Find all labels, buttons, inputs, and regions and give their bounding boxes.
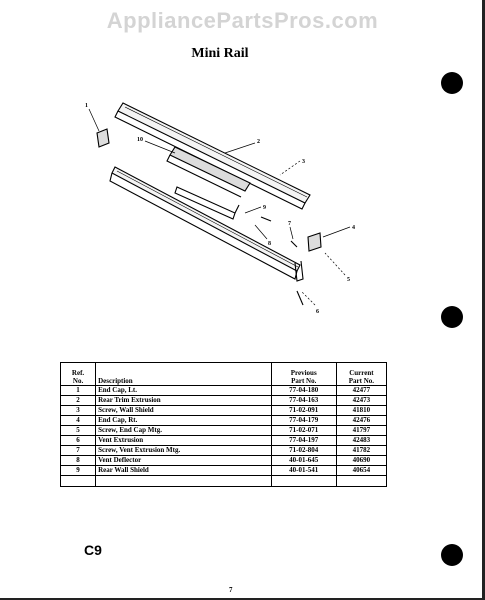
binder-hole-top xyxy=(441,72,463,94)
binder-hole-middle xyxy=(441,306,463,328)
cell-ref: 8 xyxy=(61,456,96,466)
callout-7: 7 xyxy=(288,221,291,227)
table-row xyxy=(61,446,387,456)
table-row xyxy=(61,396,387,406)
cell-ref: 9 xyxy=(61,466,96,476)
cell-previous: 40-01-645 xyxy=(271,456,336,466)
parts-table xyxy=(60,362,387,487)
page-title: Mini Rail xyxy=(191,46,249,61)
callout-10: 10 xyxy=(137,137,143,143)
cell-previous: 77-04-180 xyxy=(271,386,336,396)
cell-previous: 71-02-071 xyxy=(271,426,336,436)
table-row xyxy=(61,436,387,446)
table-row xyxy=(61,406,387,416)
cell-description: Rear Wall Shield xyxy=(96,466,272,476)
cell-current: 41782 xyxy=(336,446,386,456)
page-number: 7 xyxy=(229,586,233,594)
binder-hole-bottom xyxy=(441,544,463,566)
end-cap-left xyxy=(97,129,109,147)
cell-description: Screw, Wall Shield xyxy=(96,406,272,416)
cell-current: 41810 xyxy=(336,406,386,416)
cell-ref: 2 xyxy=(61,396,96,406)
cell-ref: 1 xyxy=(61,386,96,396)
cell-current: 42473 xyxy=(336,396,386,406)
cell-current: 40690 xyxy=(336,456,386,466)
cell-ref: 3 xyxy=(61,406,96,416)
table-row xyxy=(61,456,387,466)
leader-lines xyxy=(89,109,350,305)
cell-previous: 77-04-163 xyxy=(271,396,336,406)
cell-empty xyxy=(61,476,96,487)
cell-ref: 7 xyxy=(61,446,96,456)
cell-description: Screw, Vent Extrusion Mtg. xyxy=(96,446,272,456)
callout-2: 2 xyxy=(257,139,260,145)
callout-3: 3 xyxy=(302,159,305,165)
table-row-empty xyxy=(61,476,387,487)
cell-current: 42476 xyxy=(336,416,386,426)
callout-6: 6 xyxy=(316,309,319,315)
cell-description: Vent Extrusion xyxy=(96,436,272,446)
watermark: AppliancePartsPros.com xyxy=(106,8,379,33)
cell-previous: 77-04-197 xyxy=(271,436,336,446)
cell-current: 42477 xyxy=(336,386,386,396)
callout-1: 1 xyxy=(85,103,88,109)
cell-ref: 5 xyxy=(61,426,96,436)
cell-previous: 77-04-179 xyxy=(271,416,336,426)
cell-ref: 6 xyxy=(61,436,96,446)
cell-description: Rear Trim Extrusion xyxy=(96,396,272,406)
cell-empty xyxy=(271,476,336,487)
table-row xyxy=(61,466,387,476)
table-row xyxy=(61,416,387,426)
cell-previous: 71-02-091 xyxy=(271,406,336,416)
callout-labels xyxy=(85,103,355,315)
cell-current: 41797 xyxy=(336,426,386,436)
cell-description: End Cap, Lt. xyxy=(96,386,272,396)
cell-current: 40654 xyxy=(336,466,386,476)
col-current: Current Part No. xyxy=(336,363,386,386)
cell-description: End Cap, Rt. xyxy=(96,416,272,426)
cell-current: 42483 xyxy=(336,436,386,446)
page-code: C9 xyxy=(84,542,102,558)
cell-empty xyxy=(96,476,272,487)
rear-trim-extrusion xyxy=(115,103,310,209)
cell-ref: 4 xyxy=(61,416,96,426)
table-row xyxy=(61,386,387,396)
callout-4: 4 xyxy=(352,225,355,231)
callout-5: 5 xyxy=(347,277,350,283)
col-description: Description xyxy=(96,363,272,386)
table-row xyxy=(61,426,387,436)
callout-9: 9 xyxy=(263,205,266,211)
exploded-parts-diagram xyxy=(75,95,375,325)
cell-previous: 40-01-541 xyxy=(271,466,336,476)
callout-8: 8 xyxy=(268,241,271,247)
cell-description: Vent Deflector xyxy=(96,456,272,466)
cell-previous: 71-02-804 xyxy=(271,446,336,456)
col-ref: Ref. No. xyxy=(61,363,96,386)
cell-empty xyxy=(336,476,386,487)
col-previous: Previous Part No. xyxy=(271,363,336,386)
end-cap-right xyxy=(308,233,321,251)
cell-description: Screw, End Cap Mtg. xyxy=(96,426,272,436)
